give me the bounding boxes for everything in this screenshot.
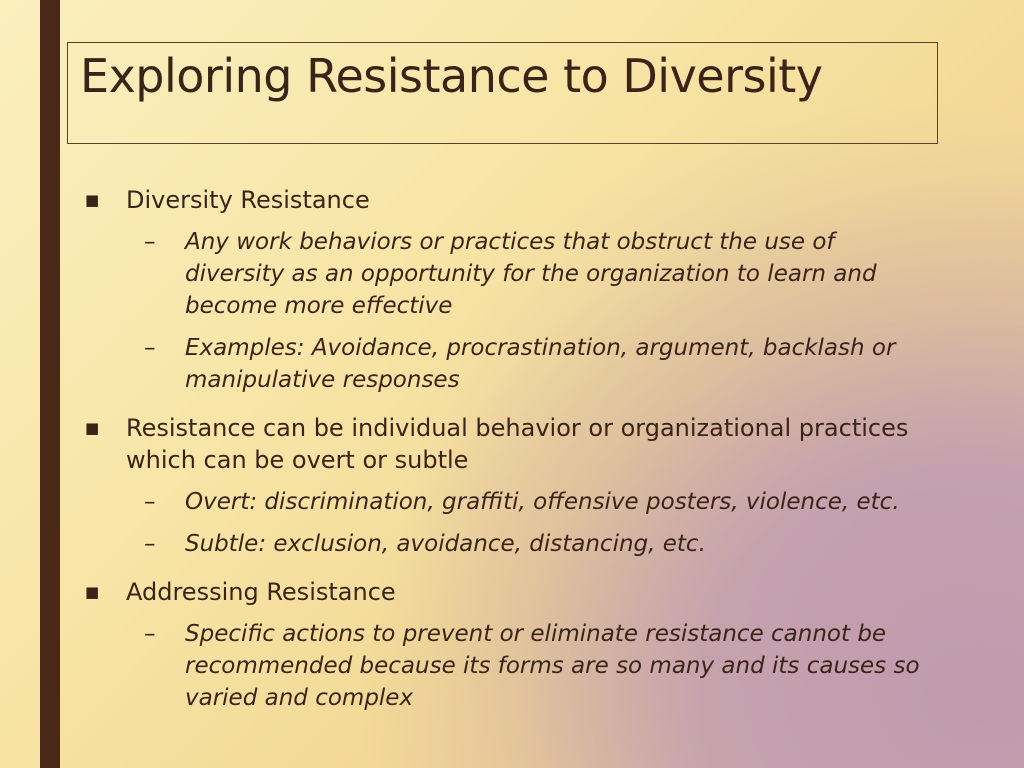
bullet-text: Diversity Resistance bbox=[126, 186, 370, 214]
slide-content bbox=[80, 184, 940, 714]
sub-bullet-text: Any work behaviors or practices that obstruct the use of diversity as an opportunity for the organization to learn and become more effective bbox=[185, 229, 877, 319]
square-bullet-icon: ■ bbox=[85, 583, 100, 601]
dash-bullet-icon: – bbox=[144, 229, 156, 255]
bullet-text: Resistance can be individual behavior or organizational practices which can be overt or subtle bbox=[126, 414, 909, 474]
square-bullet-icon: ■ bbox=[85, 419, 100, 437]
sub-bullet-item bbox=[80, 486, 940, 518]
sub-bullet-text: Subtle: exclusion, avoidance, distancing, etc. bbox=[185, 531, 706, 557]
bullet-item bbox=[80, 576, 940, 608]
sub-bullet-text: Overt: discrimination, graffiti, offensive posters, violence, etc. bbox=[185, 489, 900, 515]
square-bullet-icon: ■ bbox=[85, 191, 100, 209]
slide-title: Exploring Resistance to Diversity bbox=[80, 49, 823, 103]
sub-bullet-item bbox=[80, 618, 940, 714]
bullet-text: Addressing Resistance bbox=[126, 578, 396, 606]
bullet-item bbox=[80, 412, 940, 476]
sub-bullet-item bbox=[80, 332, 940, 396]
dash-bullet-icon: – bbox=[144, 335, 156, 361]
dash-bullet-icon: – bbox=[144, 531, 156, 557]
sub-bullet-item bbox=[80, 226, 940, 322]
sub-bullet-text: Specific actions to prevent or eliminate resistance cannot be recommended because its forms are so many and its causes so varied and complex bbox=[185, 621, 920, 711]
left-accent-bar bbox=[40, 0, 60, 768]
bullet-item bbox=[80, 184, 940, 216]
title-box bbox=[67, 42, 938, 144]
sub-bullet-item bbox=[80, 528, 940, 560]
dash-bullet-icon: – bbox=[144, 489, 156, 515]
dash-bullet-icon: – bbox=[144, 621, 156, 647]
sub-bullet-text: Examples: Avoidance, procrastination, argument, backlash or manipulative responses bbox=[185, 335, 896, 393]
